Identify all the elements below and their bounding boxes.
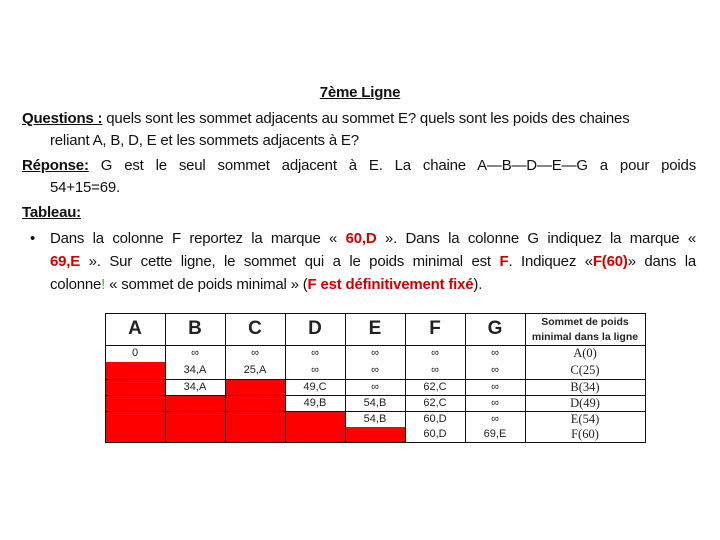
bullet-text: ». Dans la colonne G indiquez la marque « — [376, 230, 697, 247]
questions-label: Questions : — [22, 110, 103, 127]
table-cell: ∞ — [431, 347, 439, 359]
questions-line-1 — [22, 108, 630, 130]
table-cell: 34,A — [183, 364, 207, 376]
questions-line-2: reliant A, B, D, E et les sommets adjacents à E? — [50, 132, 359, 149]
min-vertex-cell: E(54) — [570, 412, 600, 426]
table-cell: 49,B — [303, 397, 327, 409]
min-vertex-cell: C(25) — [570, 363, 600, 377]
fixed-cell-fill — [345, 427, 405, 442]
table-border — [105, 313, 646, 314]
table-cell: 54,B — [363, 397, 387, 409]
table-cell: ∞ — [191, 347, 199, 359]
table-cell: ∞ — [491, 364, 499, 376]
min-vertex-cell: B(34) — [570, 380, 600, 394]
bullet-text: « sommet de poids minimal » ( — [105, 276, 308, 293]
min-vertex-cell: A(0) — [573, 346, 597, 360]
bullet-line-3 — [50, 274, 482, 296]
column-header: B — [188, 318, 202, 339]
table-cell: 62,C — [423, 381, 447, 393]
table-border — [165, 313, 166, 443]
bullet-text: ). — [473, 276, 483, 293]
table-cell: ∞ — [491, 413, 499, 425]
min-vertex-cell: D(49) — [570, 396, 600, 410]
bullet-text: » dans la — [627, 253, 696, 270]
column-header: G — [487, 318, 503, 339]
column-header: F — [429, 318, 441, 339]
table-cell: ∞ — [311, 347, 319, 359]
questions-text: quels sont les sommet adjacents au sommet E? quels sont les poids des chaines — [102, 110, 630, 127]
bullet-line-1 — [50, 228, 696, 250]
table-cell: 60,D — [423, 413, 447, 425]
vertex-f: F — [499, 253, 509, 270]
table-cell: ∞ — [371, 381, 379, 393]
table-cell: ∞ — [491, 381, 499, 393]
table-cell: ∞ — [251, 347, 259, 359]
bullet-text: ». Sur cette ligne, le sommet qui a le poids minimal est — [80, 253, 500, 270]
mark-g: 69,E — [50, 253, 81, 270]
table-cell: 0 — [131, 347, 139, 359]
fixed-note: F est définitivement fixé — [307, 276, 474, 293]
mark-f: 60,D — [345, 230, 377, 247]
table-cell: 34,A — [183, 381, 207, 393]
table-border — [105, 345, 646, 346]
table-border — [345, 313, 346, 443]
page-title: 7ème Ligne — [319, 84, 401, 101]
bullet-line-2 — [50, 251, 696, 273]
fixed-cell-fill — [105, 362, 165, 442]
reponse-label: Réponse: — [22, 157, 89, 174]
table-border — [405, 313, 406, 443]
bullet-text: colonne — [50, 276, 102, 293]
table-border — [225, 313, 226, 443]
reponse-line-1 — [22, 155, 696, 177]
table-border — [105, 395, 646, 396]
reponse-text: G est le seul sommet adjacent à E. La chaine A—B—D—E—G a pour poids — [88, 157, 696, 174]
min-label: F(60) — [592, 253, 628, 270]
table-border — [465, 313, 466, 443]
column-header: Sommet de poids minimal dans la ligne — [531, 316, 639, 343]
column-header: A — [128, 318, 142, 339]
table-cell: ∞ — [371, 347, 379, 359]
bullet-text: . Indiquez « — [508, 253, 593, 270]
dijkstra-table — [105, 313, 645, 442]
table-cell: ∞ — [311, 364, 319, 376]
table-cell: 49,C — [303, 381, 327, 393]
column-header: D — [308, 318, 322, 339]
table-cell: ∞ — [491, 397, 499, 409]
table-cell: ∞ — [431, 364, 439, 376]
table-cell: 25,A — [243, 364, 267, 376]
table-border — [105, 411, 646, 412]
column-header: C — [248, 318, 262, 339]
table-border — [105, 379, 646, 380]
table-cell: 54,B — [363, 413, 387, 425]
table-border — [525, 313, 526, 443]
column-header: E — [368, 318, 382, 339]
table-border — [285, 313, 286, 443]
table-cell: 69,E — [483, 428, 507, 440]
reponse-line-2: 54+15=69. — [50, 179, 120, 196]
bullet-icon: • — [30, 230, 36, 247]
table-cell: 60,D — [423, 428, 447, 440]
table-cell: ∞ — [491, 347, 499, 359]
tableau-label: Tableau: — [22, 204, 81, 221]
table-border — [645, 313, 646, 443]
fixed-cell-fill — [285, 411, 345, 442]
table-cell: ∞ — [371, 364, 379, 376]
min-vertex-cell: F(60) — [571, 427, 599, 441]
text-cursor: ! — [101, 276, 106, 293]
table-cell: 62,C — [423, 397, 447, 409]
fixed-cell-fill — [165, 395, 225, 442]
table-border — [105, 313, 106, 443]
table-border — [105, 442, 646, 443]
bullet-text: Dans la colonne F reportez la marque « — [50, 230, 346, 247]
